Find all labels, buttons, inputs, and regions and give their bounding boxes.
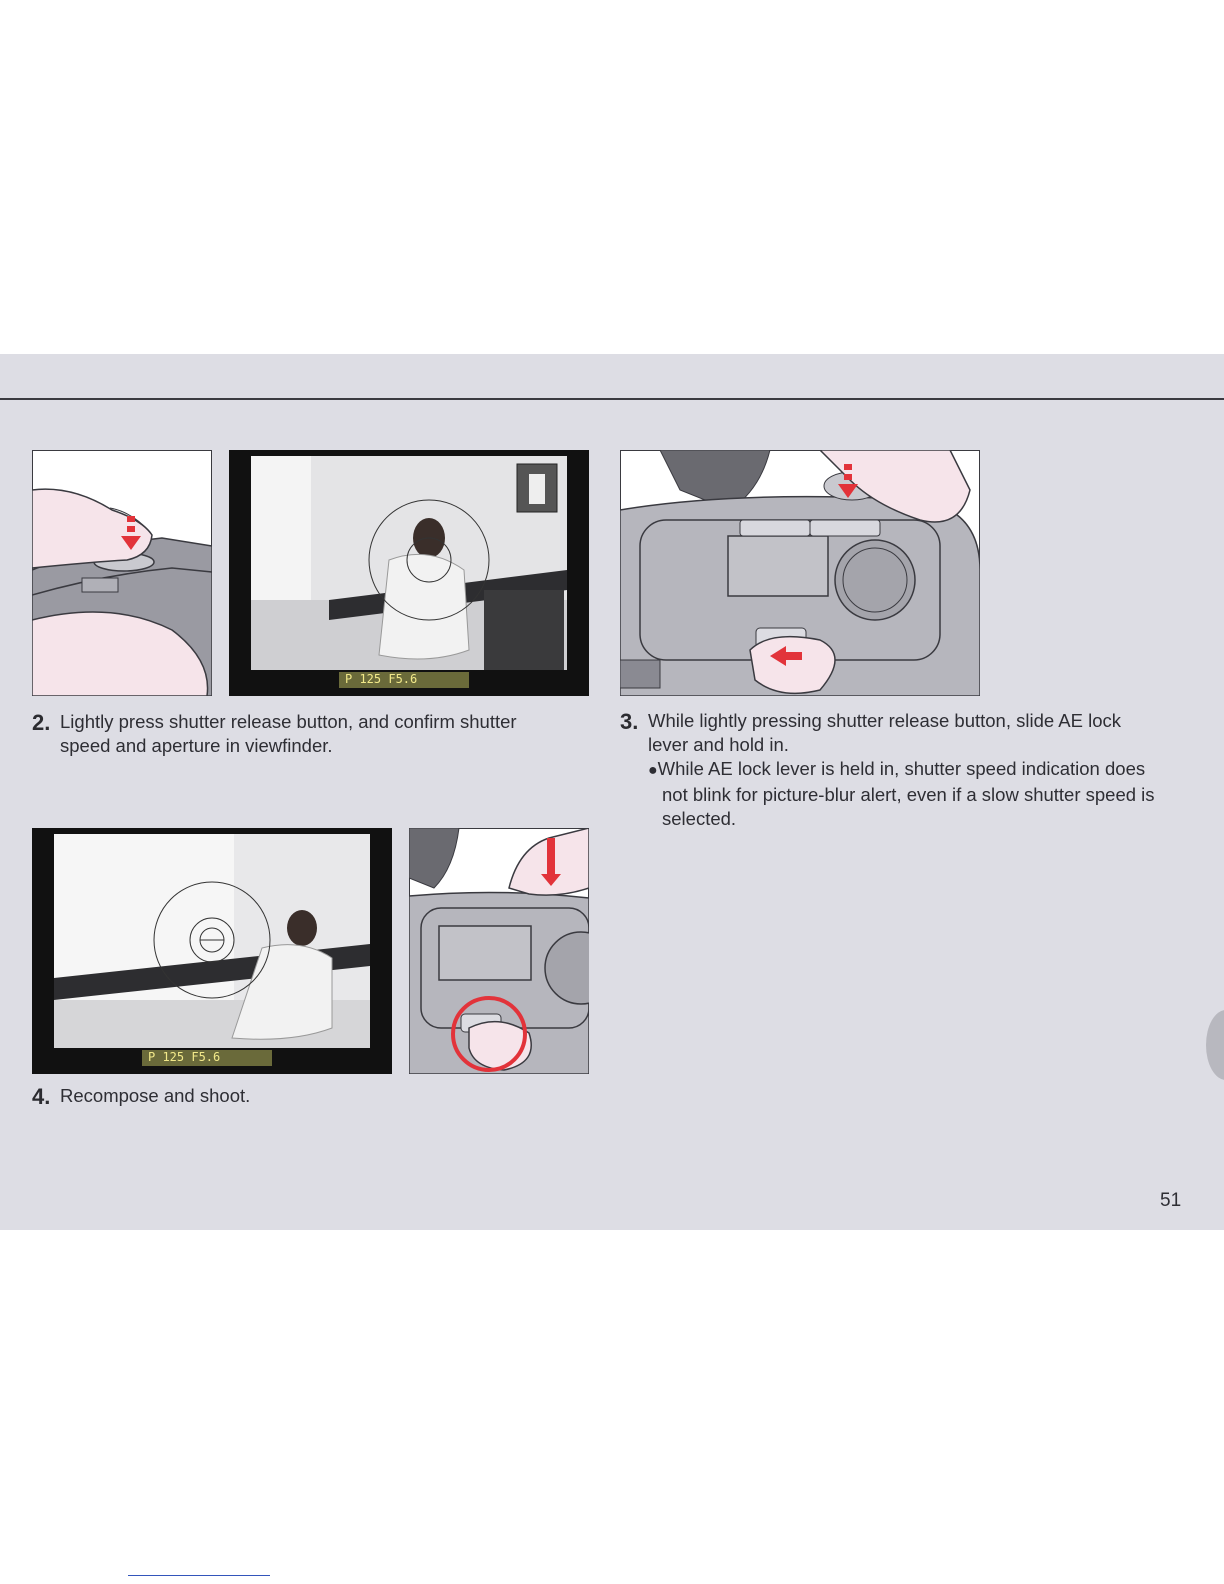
figure-ae-lock-circled [409, 828, 589, 1074]
bullet-text: While AE lock lever is held in, shutter speed indication does not blink for picture-blur alert, even if a slow shutter speed is selected. [657, 758, 1155, 829]
ae-lock-lever-icon [620, 450, 980, 696]
figure-viewfinder-1 [229, 450, 589, 696]
step-number: 4. [32, 1084, 51, 1109]
viewfinder-photo [229, 450, 589, 696]
finger-press-shutter-icon [32, 450, 212, 696]
bullet-dot-icon: ● [648, 762, 658, 779]
figure-viewfinder-2 [32, 828, 392, 1074]
manual-page [0, 354, 1224, 1230]
step-4 [32, 1084, 432, 1108]
step-number: 2. [32, 710, 51, 735]
viewfinder-photo [32, 828, 392, 1074]
step-bullet [620, 757, 1165, 831]
viewfinder-readout: P 125 F5.6 [148, 1050, 221, 1064]
step-2 [32, 710, 552, 758]
footer-link-underline [128, 1575, 270, 1576]
step-number: 3. [620, 709, 639, 734]
ae-lock-lever-circled-icon [409, 828, 589, 1074]
figure-ae-lock [620, 450, 980, 696]
top-rule [0, 398, 1224, 400]
page-edge-tab [1206, 1010, 1224, 1080]
step-text: While lightly pressing shutter release button, slide AE lock lever and hold in. [648, 710, 1122, 755]
step-3 [620, 709, 1165, 831]
figure-finger-shutter [32, 450, 212, 696]
step-text: Lightly press shutter release button, and confirm shutter speed and aperture in viewfinder. [60, 711, 517, 756]
step-text: Recompose and shoot. [60, 1085, 251, 1106]
viewfinder-readout: P 125 F5.6 [345, 672, 418, 686]
page-number: 51 [1160, 1190, 1182, 1211]
